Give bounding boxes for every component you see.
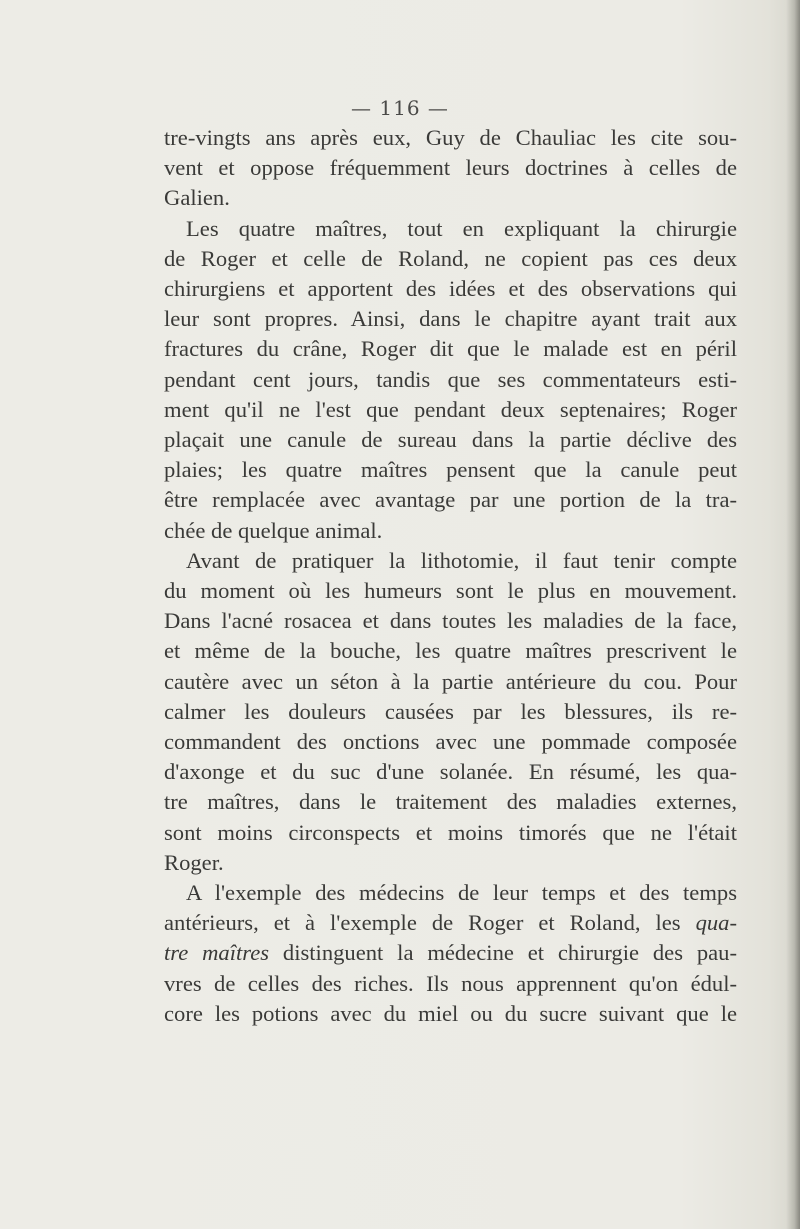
text-line [164, 969, 737, 999]
text-line [164, 425, 737, 455]
page-number: — 116 — [351, 96, 449, 120]
body-text [164, 123, 737, 1029]
text-line [164, 636, 737, 666]
text-line [164, 304, 737, 334]
line-text: ment qu'il ne l'est que pendant deux septenaires; Roger [164, 396, 737, 422]
text-line [164, 244, 737, 274]
line-text: antérieurs, et à l'exemple de Roger et Roland, les [164, 910, 696, 936]
line-text: et même de la bouche, les quatre maîtres prescrivent le [164, 638, 737, 664]
text-line [164, 908, 737, 938]
line-text: tre-vingts ans après eux, Guy de Chauliac les cite sou- [164, 125, 737, 150]
line-text: chée de quelque animal. [164, 517, 383, 543]
text-line [164, 395, 737, 425]
text-line [164, 334, 737, 364]
text-line [164, 818, 737, 848]
text-line [164, 848, 737, 878]
line-text: Galien. [164, 185, 230, 211]
text-line [164, 727, 737, 757]
line-text: chirurgiens et apportent des idées et des observations qui [164, 276, 737, 302]
line-text: plaies; les quatre maîtres pensent que la canule peut [164, 457, 737, 483]
italic-text: tre maîtres [164, 940, 270, 966]
line-text: être remplacée avec avantage par une portion de la tra- [164, 487, 737, 513]
line-text: distinguent la médecine et chirurgie des pau- [269, 940, 737, 966]
text-line [164, 697, 737, 727]
text-line [164, 878, 737, 908]
text-line [164, 153, 737, 183]
text-line [164, 183, 737, 213]
line-text: plaçait une canule de sureau dans la partie déclive des [164, 427, 737, 453]
text-line [164, 999, 737, 1029]
line-text: Les quatre maîtres, tout en expliquant la chirurgie [186, 215, 737, 241]
line-text: A l'exemple des médecins de leur temps et des temps [186, 880, 737, 906]
line-text: fractures du crâne, Roger dit que le malade est en péril [164, 336, 737, 362]
text-line [164, 667, 737, 697]
line-text: de Roger et celle de Roland, ne copient pas ces deux [164, 245, 737, 271]
text-line [164, 365, 737, 395]
text-line [164, 757, 737, 787]
text-line [164, 516, 737, 546]
line-text: tre maîtres, dans le traitement des maladies externes, [164, 789, 737, 815]
text-line [164, 787, 737, 817]
line-text: du moment où les humeurs sont le plus en mouvement. [164, 578, 737, 604]
line-text: calmer les douleurs causées par les blessures, ils re- [164, 698, 737, 724]
line-text: Roger. [164, 849, 224, 875]
text-line [164, 546, 737, 576]
line-text: Avant de pratiquer la lithotomie, il faut tenir compte [186, 547, 737, 573]
line-text: pendant cent jours, tandis que ses commentateurs esti- [164, 366, 737, 392]
line-text: commandent des onctions avec une pommade composée [164, 729, 737, 755]
text-line [164, 455, 737, 485]
line-text: vres de celles des riches. Ils nous apprennent qu'on édul- [164, 970, 737, 996]
line-text: core les potions avec du miel ou du sucre suivant que le [164, 1000, 737, 1026]
text-line [164, 214, 737, 244]
line-text: leur sont propres. Ainsi, dans le chapitre ayant trait aux [164, 306, 737, 332]
text-line [164, 274, 737, 304]
page-edge-shadow [786, 0, 800, 1229]
italic-text: qua- [695, 910, 737, 936]
line-text: d'axonge et du suc d'une solanée. En résumé, les qua- [164, 759, 737, 785]
text-line [164, 938, 737, 968]
text-line [164, 576, 737, 606]
line-text: cautère avec un séton à la partie antérieure du cou. Pour [164, 668, 737, 694]
text-line [164, 485, 737, 515]
line-text: vent et oppose fréquemment leurs doctrines à celles de [164, 155, 737, 181]
line-text: sont moins circonspects et moins timorés que ne l'était [164, 819, 737, 845]
text-line [164, 123, 737, 153]
text-line [164, 606, 737, 636]
line-text: Dans l'acné rosacea et dans toutes les maladies de la face, [164, 608, 737, 634]
